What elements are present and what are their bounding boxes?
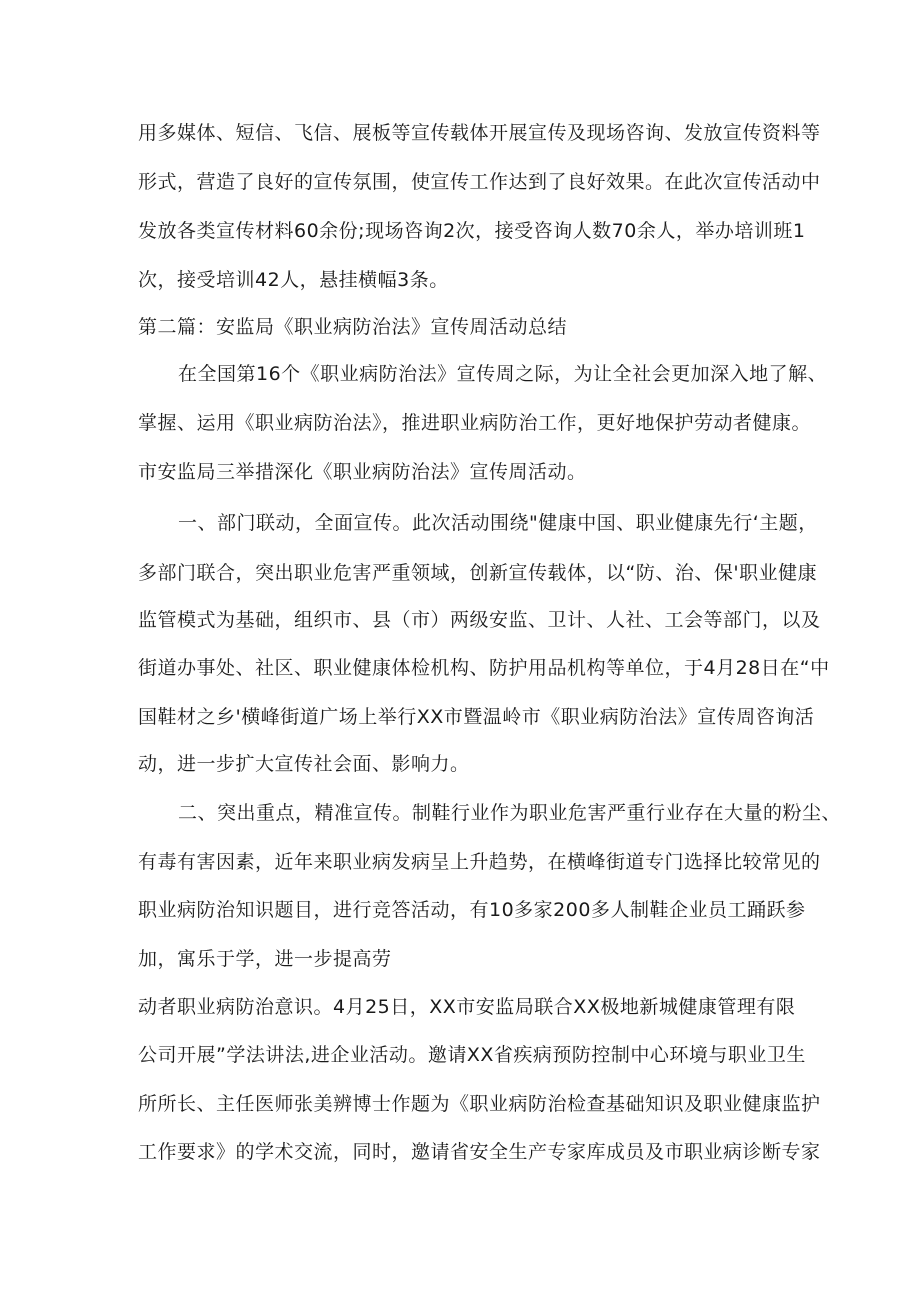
paragraph-line: 街道办事处、社区、职业健康体检机构、防护用品机构等单位，于4月28日在“中: [138, 657, 830, 679]
paragraph-line: 形式，营造了良好的宣传氛围，使宣传工作达到了良好效果。在此次宣传活动中: [138, 171, 821, 193]
paragraph-line: 二、突出重点，精准宣传。制鞋行业作为职业危害严重行业存在大量的粉尘、: [178, 802, 842, 824]
paragraph-line: 次，接受培训42人，悬挂横幅3条。: [138, 269, 449, 291]
paragraph-line: 市安监局三举措深化《职业病防治法》宣传周活动。: [138, 461, 587, 483]
paragraph-line: 动者职业病防治意识。4月25日，XX市安监局联合XX极地新城健康管理有限: [138, 996, 796, 1018]
paragraph-line: 动，进一步扩大宣传社会面、影响力。: [138, 753, 470, 775]
paragraph-line: 监管模式为基础，组织市、县（市）两级安监、卫计、人社、工会等部门，以及: [138, 609, 821, 631]
paragraph-line: 用多媒体、短信、飞信、展板等宣传载体开展宣传及现场咨询、发放宣传资料等: [138, 122, 821, 144]
section-heading: 第二篇：安监局《职业病防治法》宣传周活动总结: [138, 316, 568, 338]
paragraph-line: 所所长、主任医师张美辨博士作题为《职业病防治检查基础知识及职业健康监护: [138, 1093, 821, 1115]
paragraph-line: 有毒有害因素，近年来职业病发病呈上升趋势，在横峰街道专门选择比较常见的: [138, 851, 821, 873]
paragraph-line: 掌握、运用《职业病防治法》，推进职业病防治工作，更好地保护劳动者健康。: [138, 412, 812, 434]
paragraph-line: 工作要求》的学术交流，同时，邀请省安全生产专家库成员及市职业病诊断专家: [138, 1141, 821, 1163]
paragraph-line: 在全国第16个《职业病防治法》宣传周之际，为让全社会更加深入地了解、: [178, 363, 828, 385]
paragraph-line: 国鞋材之乡'横峰街道广场上举行XX市暨温岭市《职业病防治法》宣传周咨询活: [138, 706, 815, 728]
paragraph-line: 公司开展”学法讲法,进企业活动。邀请XX省疾病预防控制中心环境与职业卫生: [138, 1044, 806, 1066]
paragraph-line: 加，寓乐于学，进一步提高劳: [138, 948, 392, 970]
paragraph-line: 一、部门联动，全面宣传。此次活动围绕"健康中国、职业健康先行‘主题，: [178, 512, 818, 534]
paragraph-line: 职业病防治知识题目，进行竞答活动，有10多家200多人制鞋企业员工踊跃参: [138, 899, 806, 921]
paragraph-line: 发放各类宣传材料60余份;现场咨询2次，接受咨询人数70余人，举办培训班1: [138, 220, 806, 242]
paragraph-line: 多部门联合，突出职业危害严重领域，创新宣传载体，以“防、治、保'职业健康: [138, 562, 818, 584]
